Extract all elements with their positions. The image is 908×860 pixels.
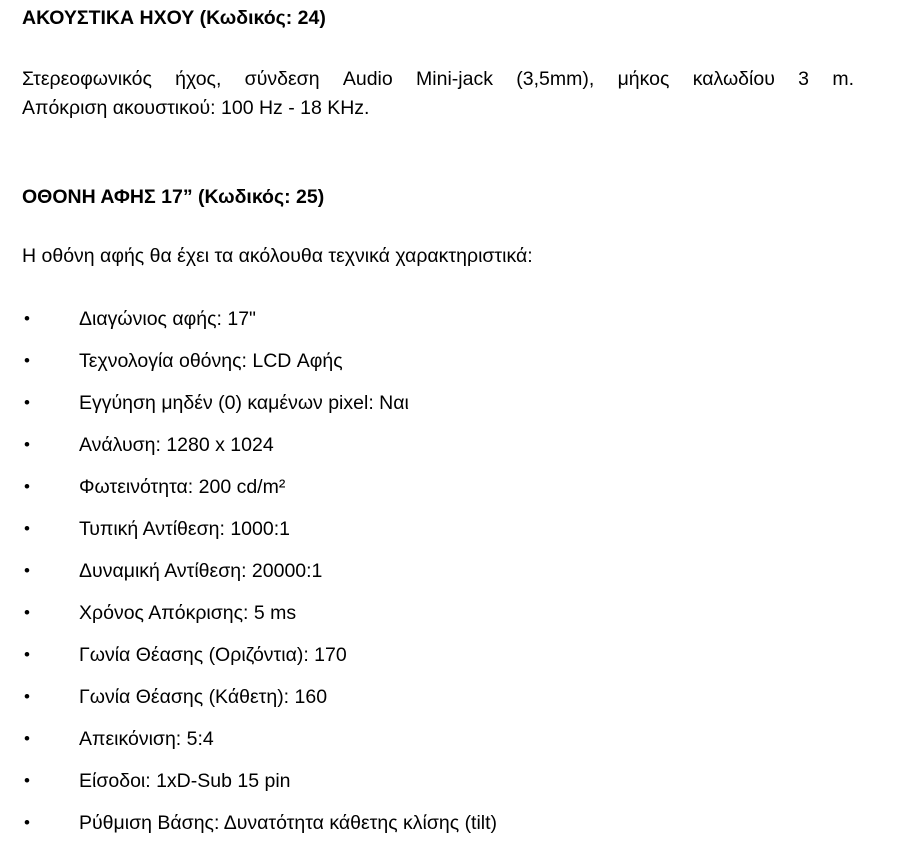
bullet-icon: • (24, 393, 30, 412)
bullet-icon: • (24, 813, 30, 832)
bullet-icon: • (24, 309, 30, 328)
headphones-description-line-1: Στερεοφωνικός ήχος, σύνδεση Audio Mini-jack (3,5mm), μήκος καλωδίου 3 m. (22, 68, 854, 90)
headphones-heading: ΑΚΟΥΣΤΙΚΑ ΗΧΟΥ (Κωδικός: 24) (22, 7, 326, 29)
spec-text: Φωτεινότητα: 200 cd/m² (79, 476, 286, 498)
bullet-icon: • (24, 435, 30, 454)
bullet-icon: • (24, 729, 30, 748)
bullet-icon: • (24, 561, 30, 580)
bullet-icon: • (24, 771, 30, 790)
spec-text: Δυναμική Αντίθεση: 20000:1 (79, 560, 323, 582)
spec-text: Ανάλυση: 1280 x 1024 (79, 434, 274, 456)
bullet-icon: • (24, 519, 30, 538)
touchscreen-heading: ΟΘΟΝΗ ΑΦΗΣ 17” (Κωδικός: 25) (22, 186, 325, 208)
bullet-icon: • (24, 687, 30, 706)
spec-text: Ρύθμιση Βάσης: Δυνατότητα κάθετης κλίσης (tilt) (79, 812, 498, 834)
bullet-icon: • (24, 351, 30, 370)
bullet-icon: • (24, 477, 30, 496)
spec-text: Χρόνος Απόκρισης: 5 ms (79, 602, 297, 624)
spec-text: Τεχνολογία οθόνης: LCD Αφής (79, 350, 343, 372)
headphones-description (22, 65, 854, 123)
spec-text: Γωνία Θέασης (Οριζόντια): 170 (79, 644, 347, 666)
headphones-description-line-2: Απόκριση ακουστικού: 100 Hz - 18 KHz. (22, 97, 370, 119)
touchscreen-intro: Η οθόνη αφής θα έχει τα ακόλουθα τεχνικά χαρακτηριστικά: (22, 245, 533, 267)
spec-text: Διαγώνιος αφής: 17" (79, 308, 256, 330)
spec-text: Τυπική Αντίθεση: 1000:1 (79, 518, 290, 540)
bullet-icon: • (24, 645, 30, 664)
spec-text: Εγγύηση μηδέν (0) καμένων pixel: Ναι (79, 392, 409, 414)
spec-text: Απεικόνιση: 5:4 (79, 728, 214, 750)
bullet-icon: • (24, 603, 30, 622)
spec-text: Γωνία Θέασης (Κάθετη): 160 (79, 686, 328, 708)
spec-text: Είσοδοι: 1xD-Sub 15 pin (79, 770, 291, 792)
